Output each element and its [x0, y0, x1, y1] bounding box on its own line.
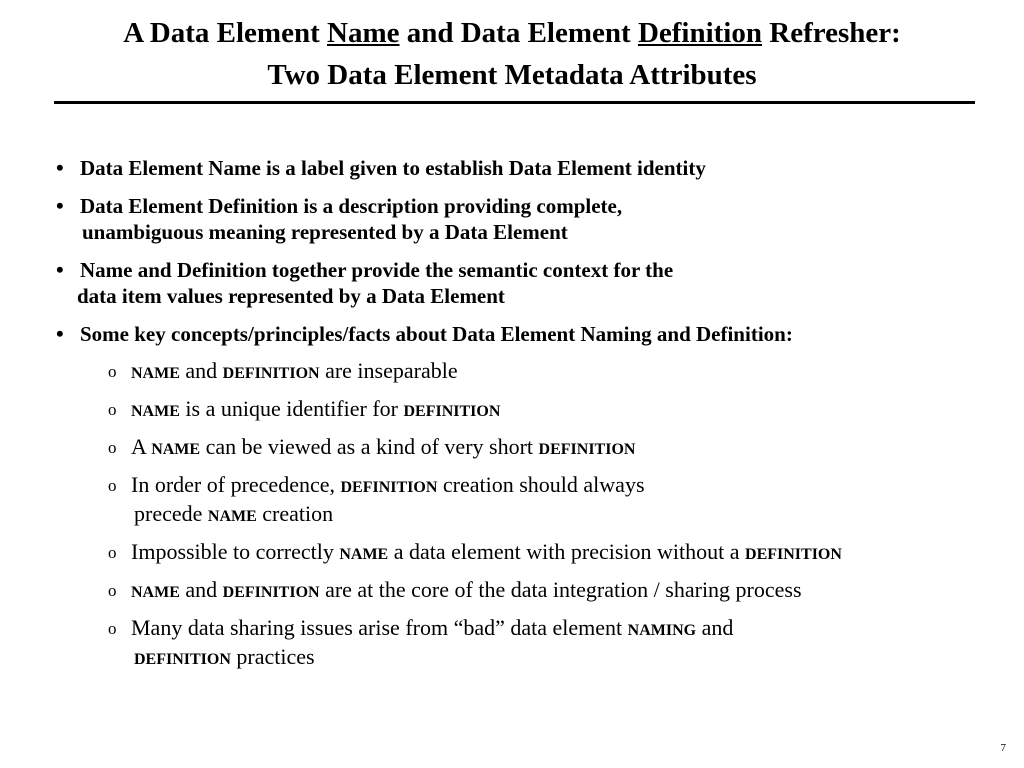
bullet-item — [56, 193, 996, 245]
bullet-text: Data Element Name is a label given to establish Data Element identity — [80, 156, 706, 180]
circle-bullet-icon: o — [108, 619, 117, 638]
sub-bullet-text: In order of precedence, DEFINITION creation should always — [131, 472, 645, 497]
sub-bullet-text-continued: precede NAME creation — [134, 501, 334, 526]
sub-bullet-text: NAME and DEFINITION are at the core of the data integration / sharing process — [131, 577, 802, 602]
bullet-icon: • — [56, 321, 64, 346]
page-number: 7 — [1000, 742, 1006, 754]
bullet-text-continued: unambiguous meaning represented by a Data Element — [82, 220, 568, 244]
bullet-item — [56, 321, 996, 347]
sub-bullet-item — [108, 615, 1008, 673]
slide-title — [0, 12, 1024, 96]
sub-bullet-list — [108, 358, 1008, 682]
sub-bullet-item — [108, 539, 1008, 568]
bullet-text: Name and Definition together provide the semantic context for the — [80, 258, 674, 282]
sub-bullet-text: Impossible to correctly NAME a data element with precision without a DEFINITION — [131, 539, 842, 564]
circle-bullet-icon: o — [108, 581, 117, 600]
circle-bullet-icon: o — [108, 400, 117, 419]
bullet-item — [56, 257, 996, 309]
title-text: and Data Element — [399, 17, 638, 49]
bullet-text: Data Element Definition is a description providing complete, — [80, 194, 623, 218]
sub-bullet-text: Many data sharing issues arise from “bad” data element NAMING and — [131, 615, 734, 640]
sub-bullet-item — [108, 472, 1008, 530]
bullet-icon: • — [56, 155, 64, 180]
sub-bullet-text-continued: DEFINITION practices — [134, 644, 315, 669]
sub-bullet-text: A NAME can be viewed as a kind of very short DEFINITION — [131, 434, 636, 459]
sub-bullet-item — [108, 358, 1008, 387]
circle-bullet-icon: o — [108, 543, 117, 562]
circle-bullet-icon: o — [108, 476, 117, 495]
title-line-2: Two Data Element Metadata Attributes — [267, 59, 757, 91]
sub-bullet-item — [108, 434, 1008, 463]
title-line-1 — [0, 12, 1024, 54]
bullet-icon: • — [56, 193, 64, 218]
bullet-item — [56, 155, 996, 181]
title-name-underlined: Name — [327, 17, 400, 49]
sub-bullet-item — [108, 396, 1008, 425]
bullet-icon: • — [56, 257, 64, 282]
bullet-text: Some key concepts/principles/facts about Data Element Naming and Definition: — [80, 322, 793, 346]
bullet-text-continued: data item values represented by a Data Element — [77, 284, 505, 308]
sub-bullet-item — [108, 577, 1008, 606]
title-text: A Data Element — [123, 17, 327, 49]
sub-bullet-text: NAME and DEFINITION are inseparable — [131, 358, 458, 383]
circle-bullet-icon: o — [108, 438, 117, 457]
sub-bullet-text: NAME is a unique identifier for DEFINITION — [131, 396, 501, 421]
bullet-list — [56, 155, 996, 359]
circle-bullet-icon: o — [108, 362, 117, 381]
title-text: Refresher: — [762, 17, 901, 49]
title-definition-underlined: Definition — [637, 17, 762, 49]
title-divider — [54, 101, 975, 104]
